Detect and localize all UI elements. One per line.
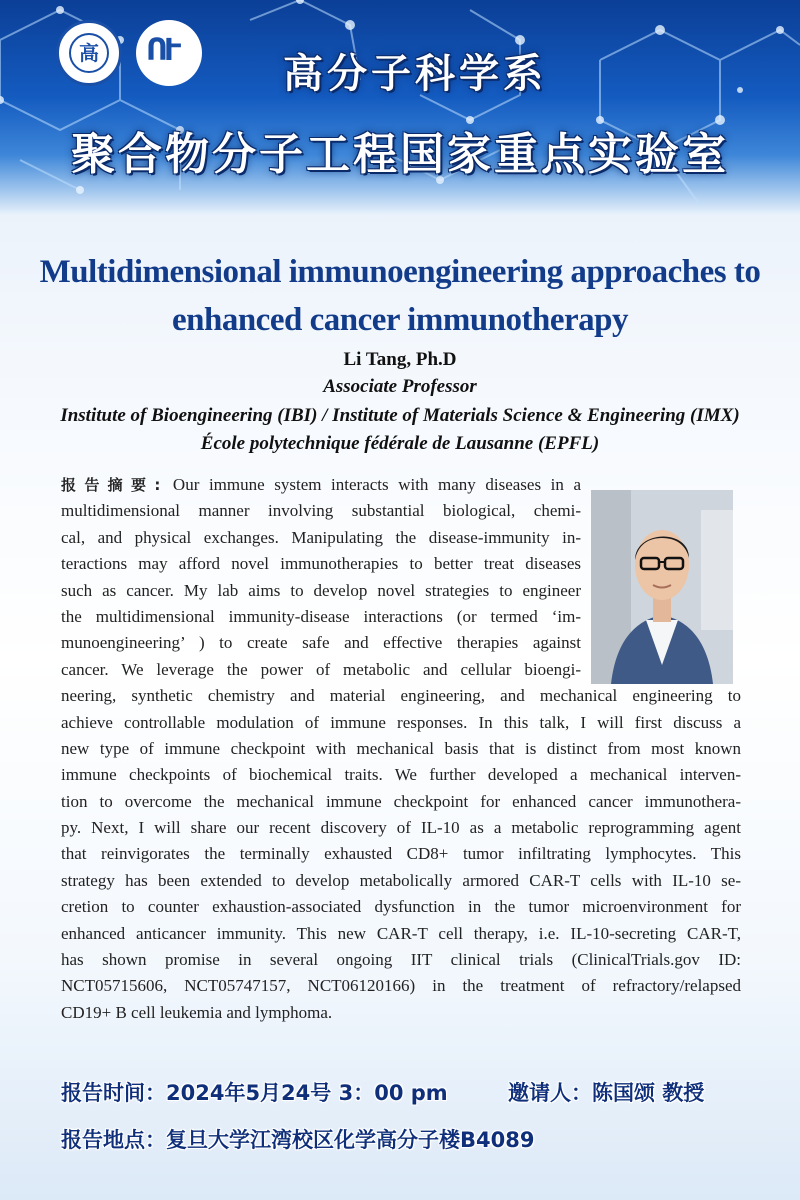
speaker-institute: Institute of Bioengineering (IBI) / Institute of Materials Science & Engineering (IMX) [60, 405, 740, 426]
lab-name: 聚合物分子工程国家重点实验室 [71, 129, 729, 180]
abstract-line: cal, and physical exchanges. Manipulating the disease-immunity in- [61, 527, 581, 547]
abstract-line: enhanced anticancer immunity. This new CAR-T cell therapy, i.e. IL-10-secreting CAR-T, [61, 923, 741, 943]
abstract-line: munoengineering’ ) to create safe and effective therapies against [61, 633, 581, 653]
abstract-line: CD19+ B cell leukemia and lymphoma. [61, 1002, 333, 1022]
speaker-name: Li Tang, Ph.D [343, 349, 457, 370]
abstract-line: py. Next, I will share our recent discovery of IL-10 as a metabolic reprogramming agent [61, 818, 741, 838]
speaker-role: Associate Professor [323, 376, 477, 397]
talk-title-line-2: enhanced cancer immunotherapy [171, 302, 629, 338]
speaker-school: École polytechnique fédérale de Lausanne (EPFL) [200, 433, 600, 454]
abstract-label: 报告摘要: [61, 476, 164, 494]
abstract-line: that reinvigorates the terminally exhausted CD8+ tumor infiltrating lymphocytes. This [61, 844, 741, 864]
header-banner [0, 0, 800, 215]
abstract-line: the multidimensional immunity-disease interactions (or termed ‘im- [61, 606, 581, 626]
talk-title-line-1: Multidimensional immunoengineering approaches to [39, 254, 761, 290]
abstract-line: cancer. We leverage the power of metabolic and cellular bioengi- [61, 659, 581, 679]
abstract-line: neering, synthetic chemistry and material engineering, and mechanical engineering to [61, 686, 741, 706]
talk-time: 报告时间：2024年5月24号 3：00 pm [61, 1081, 448, 1105]
abstract-line: has shown promise in several ongoing IIT clinical trials (ClinicalTrials.gov ID: [61, 950, 741, 970]
abstract-line: NCT05715606, NCT05747157, NCT06120166) in the treatment of refractory/relapsed [61, 976, 741, 996]
department-logo-mark: ՈՒ [146, 33, 178, 68]
abstract [61, 472, 741, 1026]
seal-character: 高 [69, 33, 109, 73]
abstract-line: such as cancer. My lab aims to develop novel strategies to engineer [61, 580, 581, 600]
abstract-line: immune checkpoints of biochemical traits. We further developed a mechanical interven- [61, 765, 741, 785]
molecule-network-decoration [0, 0, 800, 215]
abstract-line: teractions may afford novel immunotherapies to better treat diseases [61, 554, 581, 574]
abstract-line: achieve controllable modulation of immune responses. In this talk, I will first discuss a [61, 712, 741, 732]
talk-location: 报告地点：复旦大学江湾校区化学高分子楼B4089 [61, 1128, 535, 1152]
abstract-line: multidimensional manner involving substantial biological, chemi- [61, 501, 581, 521]
abstract-line: cretion to counter exhaustion-associated dysfunction in the tumor microenvironment for [61, 897, 741, 917]
abstract-line: tion to overcome the mechanical immune checkpoint for enhanced cancer immunothera- [61, 791, 741, 811]
abstract-line: strategy has been extended to develop metabolically armored CAR-T cells with IL-10 se- [61, 870, 741, 890]
abstract-line: 报告摘要: Our immune system interacts with many diseases in a [61, 475, 582, 494]
talk-host: 邀请人：陈国颂 教授 [508, 1081, 705, 1105]
abstract-line: new type of immune checkpoint with mechanical basis that is distinct from most known [61, 738, 741, 758]
department-name: 高分子科学系 [283, 51, 547, 97]
talk-title [20, 248, 780, 344]
